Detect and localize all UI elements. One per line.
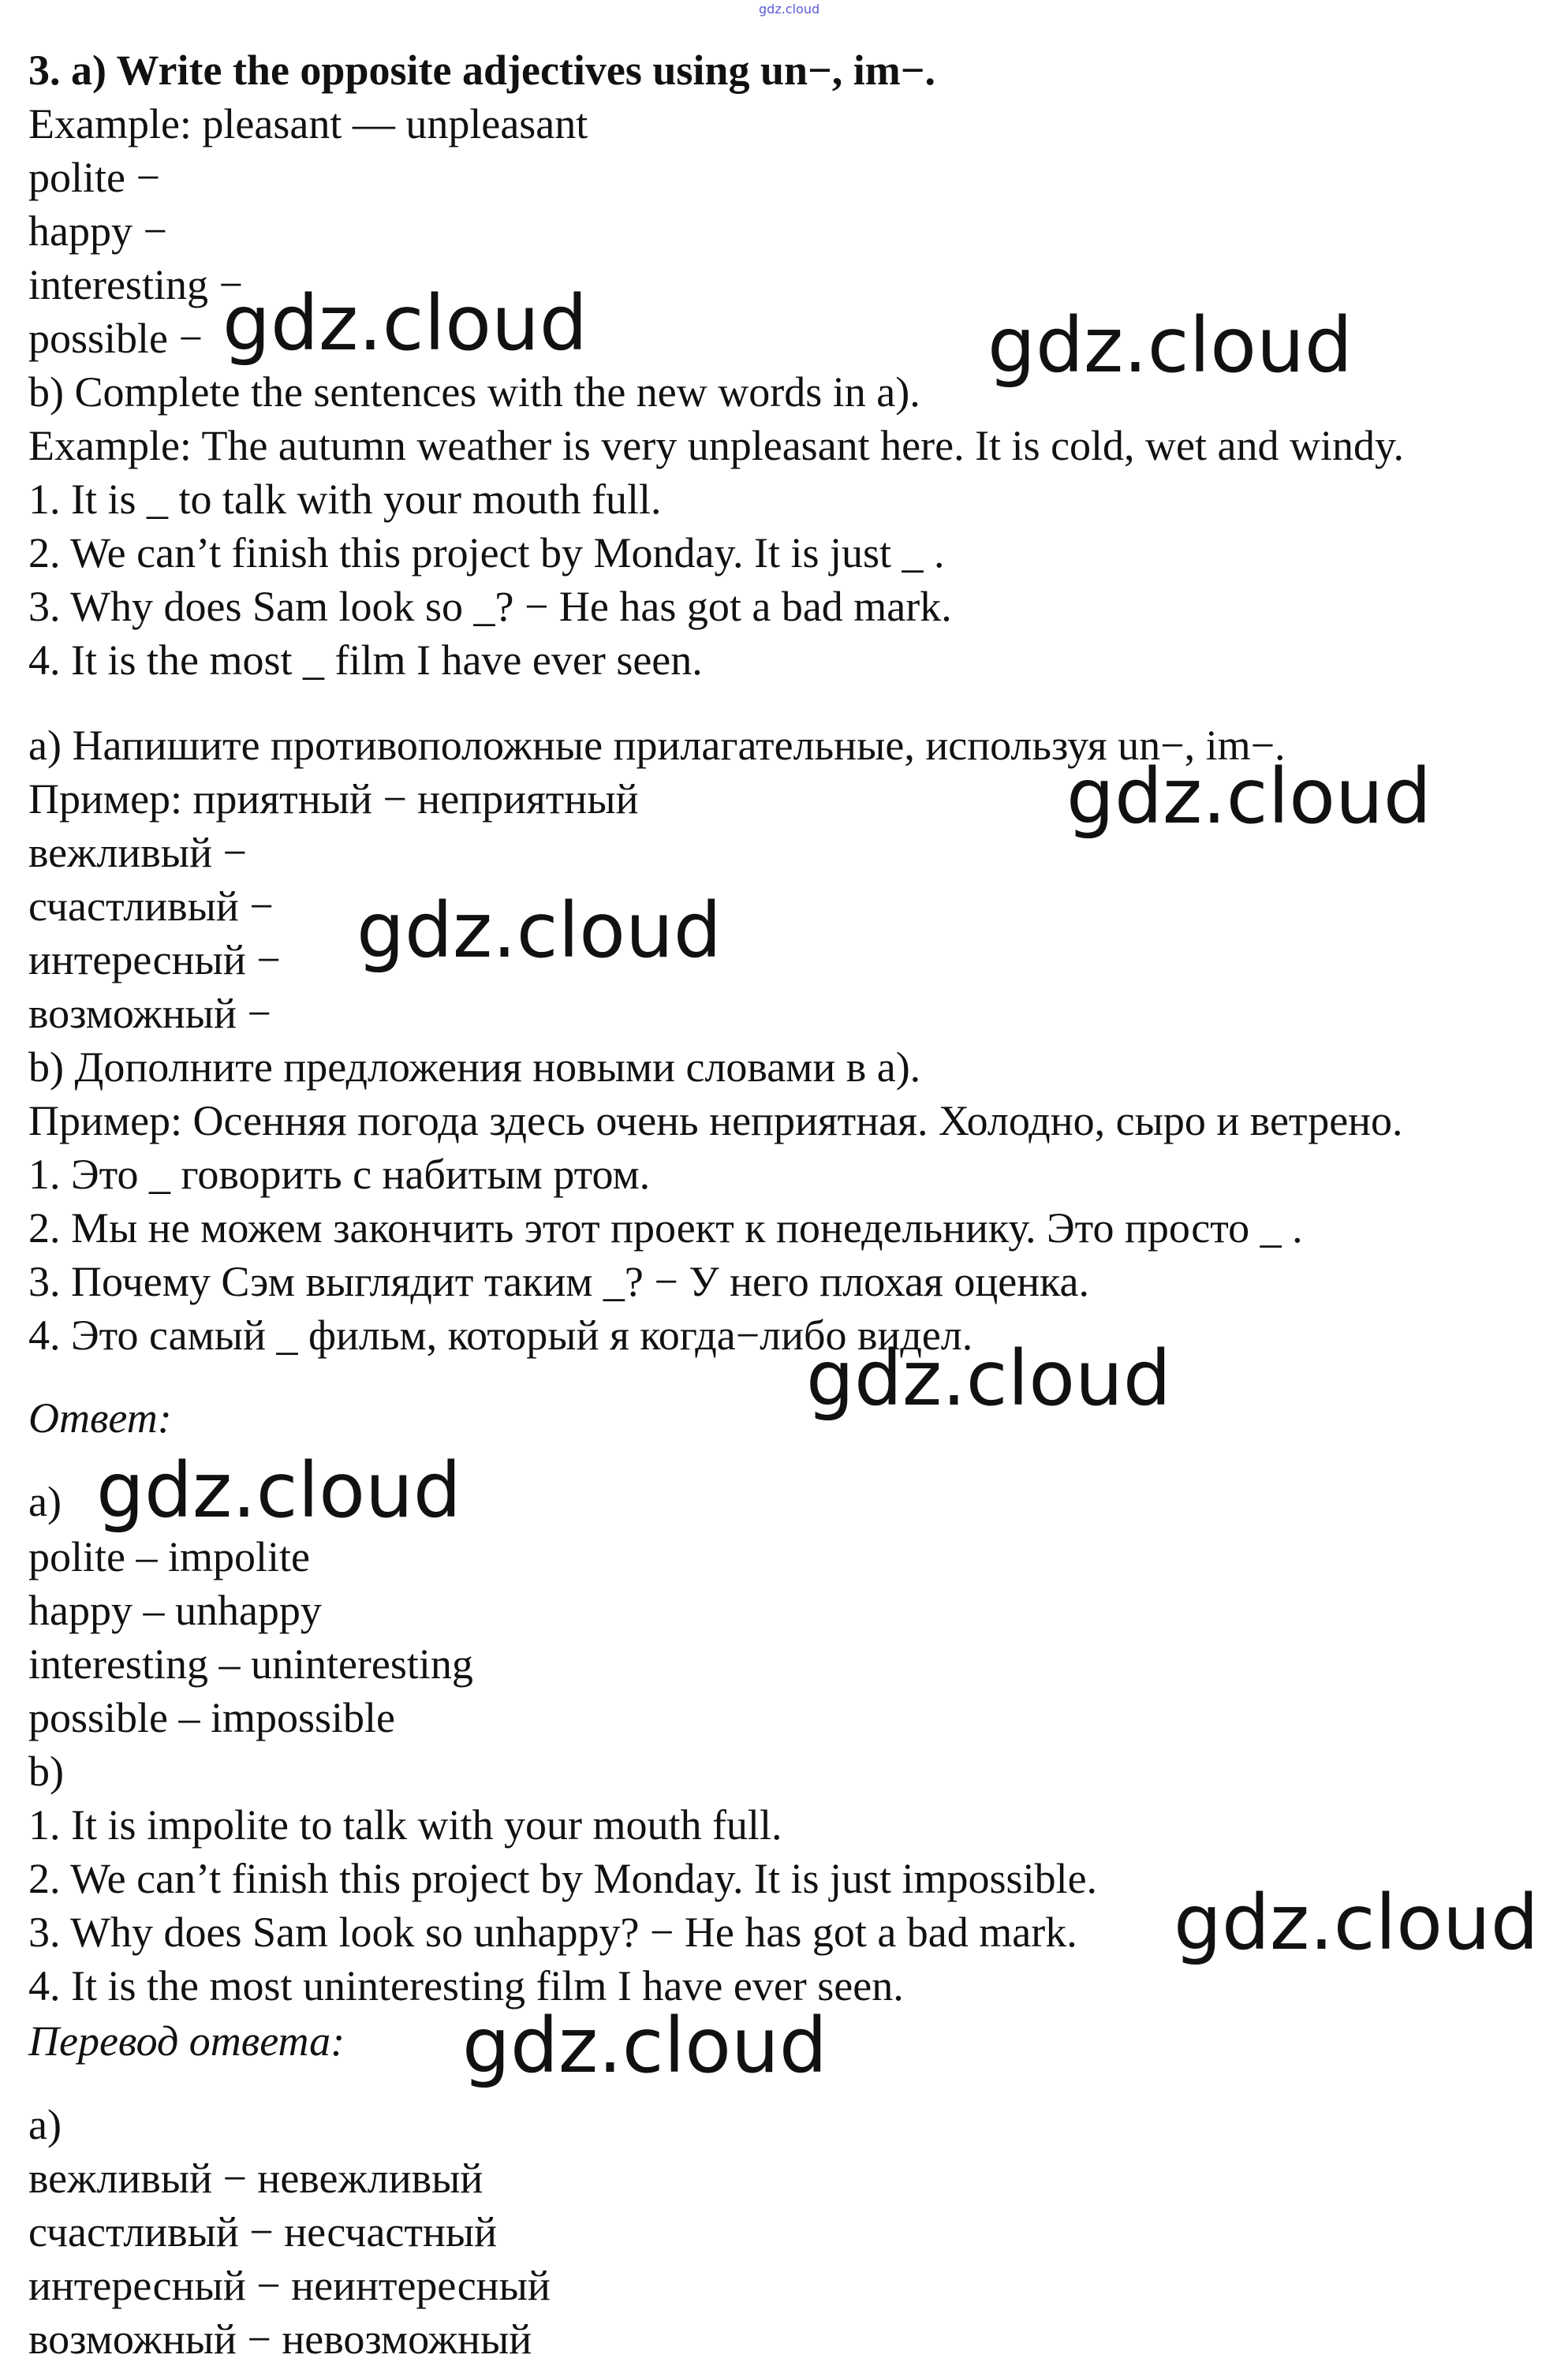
task-word: possible − bbox=[28, 315, 203, 362]
answer-translation-pair: счастливый − несчастный bbox=[28, 2208, 498, 2256]
translation-word: возможный − bbox=[28, 990, 271, 1037]
task-part-b: b) Complete the sentences with the new words in a). bbox=[28, 368, 920, 416]
task-sentence: 4. It is the most _ film I have ever seen. bbox=[28, 636, 703, 684]
watermark: gdz.cloud bbox=[357, 886, 722, 975]
translation-word: интересный − bbox=[28, 936, 281, 983]
answer-translation-pair: возможный − невозможный bbox=[28, 2315, 532, 2363]
watermark: gdz.cloud bbox=[96, 1446, 461, 1535]
answer-pair: happy – unhappy bbox=[28, 1587, 322, 1634]
watermark: gdz.cloud bbox=[222, 279, 588, 368]
answer-heading: Ответ: bbox=[28, 1394, 172, 1442]
translation-example-a: Пример: приятный − неприятный bbox=[28, 775, 639, 823]
watermark: gdz.cloud bbox=[1066, 752, 1432, 841]
watermark: gdz.cloud bbox=[1174, 1879, 1539, 1967]
answer-part-a-label: a) bbox=[28, 1478, 62, 1525]
translation-sentence: 2. Мы не можем закончить этот проект к понедельнику. Это просто _ . bbox=[28, 1204, 1303, 1252]
answer-translation-heading: Перевод ответа: bbox=[28, 2017, 345, 2065]
task-title: 3. a) Write the opposite adjectives using un−, im−. bbox=[28, 47, 936, 94]
watermark: gdz.cloud bbox=[462, 2002, 827, 2090]
answer-sentence: 1. It is impolite to talk with your mouth full. bbox=[28, 1801, 782, 1849]
task-word: interesting − bbox=[28, 261, 243, 308]
answer-translation-pair: интересный − неинтересный bbox=[28, 2262, 551, 2309]
translation-word: счастливый − bbox=[28, 883, 274, 930]
translation-part-b: b) Дополните предложения новыми словами в а). bbox=[28, 1043, 921, 1091]
translation-word: вежливый − bbox=[28, 829, 247, 876]
answer-sentence: 4. It is the most uninteresting film I have ever seen. bbox=[28, 1962, 904, 2009]
answer-part-b-label: b) bbox=[28, 1748, 64, 1795]
answer-pair: possible – impossible bbox=[28, 1694, 396, 1741]
answer-pair: interesting – uninteresting bbox=[28, 1640, 473, 1688]
translation-title: a) Напишите противоположные прилагательные, используя un−, im−. bbox=[28, 722, 1286, 769]
answer-sentence: 2. We can’t finish this project by Monday. It is just impossible. bbox=[28, 1855, 1098, 1902]
translation-example-b: Пример: Осенняя погода здесь очень неприятная. Холодно, сыро и ветрено. bbox=[28, 1097, 1403, 1144]
header-watermark: gdz.cloud bbox=[759, 2, 820, 17]
watermark: gdz.cloud bbox=[987, 301, 1353, 390]
task-word: polite − bbox=[28, 154, 160, 201]
task-example-b: Example: The autumn weather is very unpleasant here. It is cold, wet and windy. bbox=[28, 422, 1404, 469]
answer-sentence: 3. Why does Sam look so unhappy? − He has got a bad mark. bbox=[28, 1909, 1077, 1956]
translation-sentence: 1. Это _ говорить с набитым ртом. bbox=[28, 1151, 651, 1198]
task-sentence: 1. It is _ to talk with your mouth full. bbox=[28, 476, 662, 523]
answer-translation-pair: вежливый − невежливый bbox=[28, 2155, 483, 2202]
task-word: happy − bbox=[28, 207, 167, 255]
task-sentence: 2. We can’t finish this project by Monday. It is just _ . bbox=[28, 529, 945, 577]
answer-pair: polite – impolite bbox=[28, 1533, 310, 1580]
task-example-a: Example: pleasant — unpleasant bbox=[28, 100, 588, 147]
translation-sentence: 3. Почему Сэм выглядит таким _? − У него плохая оценка. bbox=[28, 1258, 1089, 1305]
translation-sentence: 4. Это самый _ фильм, который я когда−либо видел. bbox=[28, 1312, 973, 1359]
task-sentence: 3. Why does Sam look so _? − He has got a bad mark. bbox=[28, 583, 952, 630]
watermark: gdz.cloud bbox=[806, 1334, 1171, 1423]
answer-translation-part-a-label: а) bbox=[28, 2101, 62, 2148]
